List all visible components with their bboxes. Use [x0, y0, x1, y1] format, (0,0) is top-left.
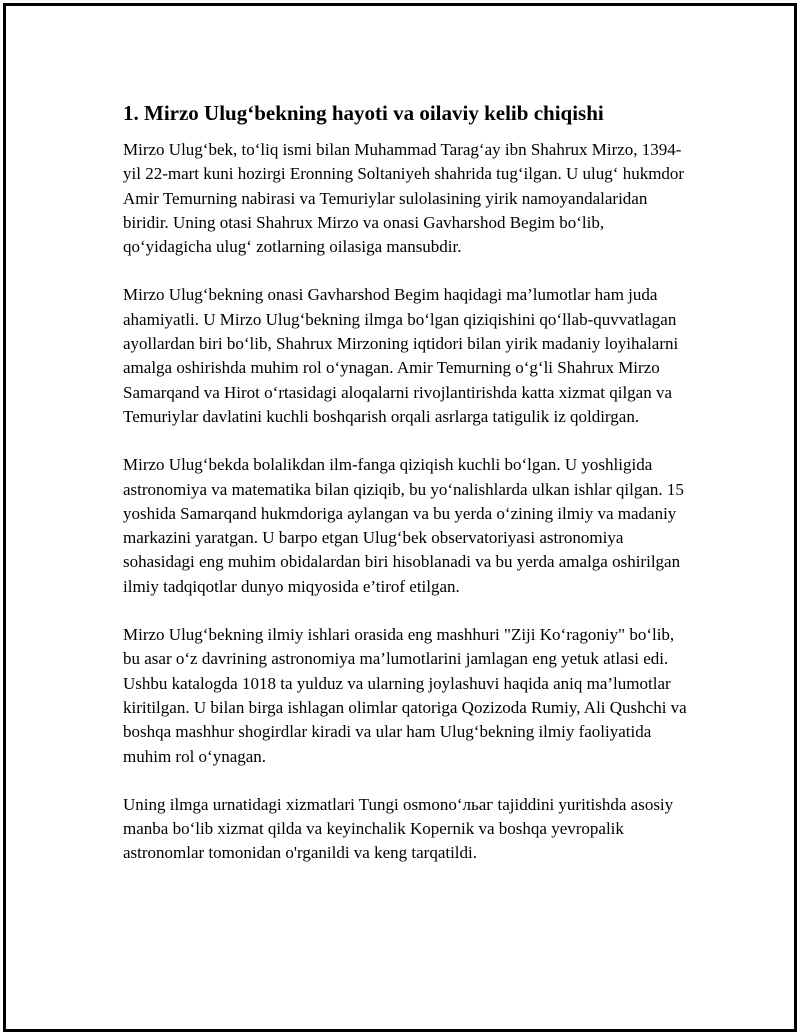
- document-body: [123, 100, 695, 866]
- paragraph-mother-gavharshod: Mirzo Ulug‘bekning onasi Gavharshod Begim haqidagi ma’lumotlar ham juda ahamiyatli. U Mirzo Ulug‘bekning ilmga bo‘lgan qiziqishini qo‘llab-quvvatlagan ayollardan biri bo‘lib, Shahrux Mirzoning iqtidori bilan yirik madaniy loyihalarni amalga oshirishda muhim rol o‘ynagan. Amir Temurning o‘g‘li Shahrux Mirzo Samarqand va Hirot o‘rtasidagi aloqalarni rivojlantirishda katta xizmat qilgan va Temuriylar davlatini kuchli boshqarish orqali asrlarga tatigulik iz qoldirgan.: [123, 285, 679, 426]
- paragraph-youth-and-observatory: Mirzo Ulug‘bekda bolalikdan ilm-fanga qiziqish kuchli bo‘lgan. U yoshligida astronomiya va matematika bilan qiziqib, bu yo‘nalishlarda ulkan ishlar qilgan. 15 yoshida Samarqand hukmdoriga aylangan va bu yerda o‘zining ilmiy va madaniy markazini yaratgan. U barpo etgan Ulug‘bek observatoriyasi astronomiya sohasidagi eng muhim obidalardan biri hisoblanadi va bu yerda amalga oshirilgan ilmiy tadqiqotlar dunyo miqyosida e’tirof etilgan.: [123, 455, 684, 596]
- page-frame: [3, 3, 797, 1032]
- section-heading: 1. Mirzo Ulug‘bekning hayoti va oilaviy kelib chiqishi: [123, 101, 604, 125]
- paragraph-birth-and-family: Mirzo Ulug‘bek, to‘liq ismi bilan Muhammad Tarag‘ay ibn Shahrux Mirzo, 1394-yil 22-mart kuni hozirgi Eronning Soltaniyeh shahrida tug‘ilgan. U ulug‘ hukmdor Amir Temurning nabirasi va Temuriylar sulolasining yirik namoyandalaridan biridir. Uning otasi Shahrux Mirzo va onasi Gavharshod Begim bo‘lib, qo‘yidagicha ulug‘ zotlarning oilasiga mansubdir.: [123, 140, 685, 257]
- paragraph-ziji-koragoniy: Mirzo Ulug‘bekning ilmiy ishlari orasida eng mashhuri "Ziji Ko‘ragoniy" bo‘lib, bu asar o‘z davrining astronomiya ma’lumotlarini jamlagan eng yetuk atlasi edi. Ushbu katalogda 1018 ta yulduz va ularning joylashuvi haqida aniq ma’lumotlar kiritilgan. U bilan birga ishlagan olimlar qatoriga Qozizoda Rumiy, Ali Qushchi va boshqa mashhur shogirdlar kiradi va ular ham Ulug‘bekning ilmiy faoliyatida muhim rol o‘ynagan.: [123, 625, 687, 766]
- paragraph-legacy: Uning ilmga urnatidagi xizmatlari Tungi osmono‘льаг tajiddini yuritishda asosiy manba bo‘lib xizmat qilda va keyinchalik Kopernik va boshqa yevropalik astronomlar tomonidan o'rganildi va keng tarqatildi.: [123, 794, 674, 863]
